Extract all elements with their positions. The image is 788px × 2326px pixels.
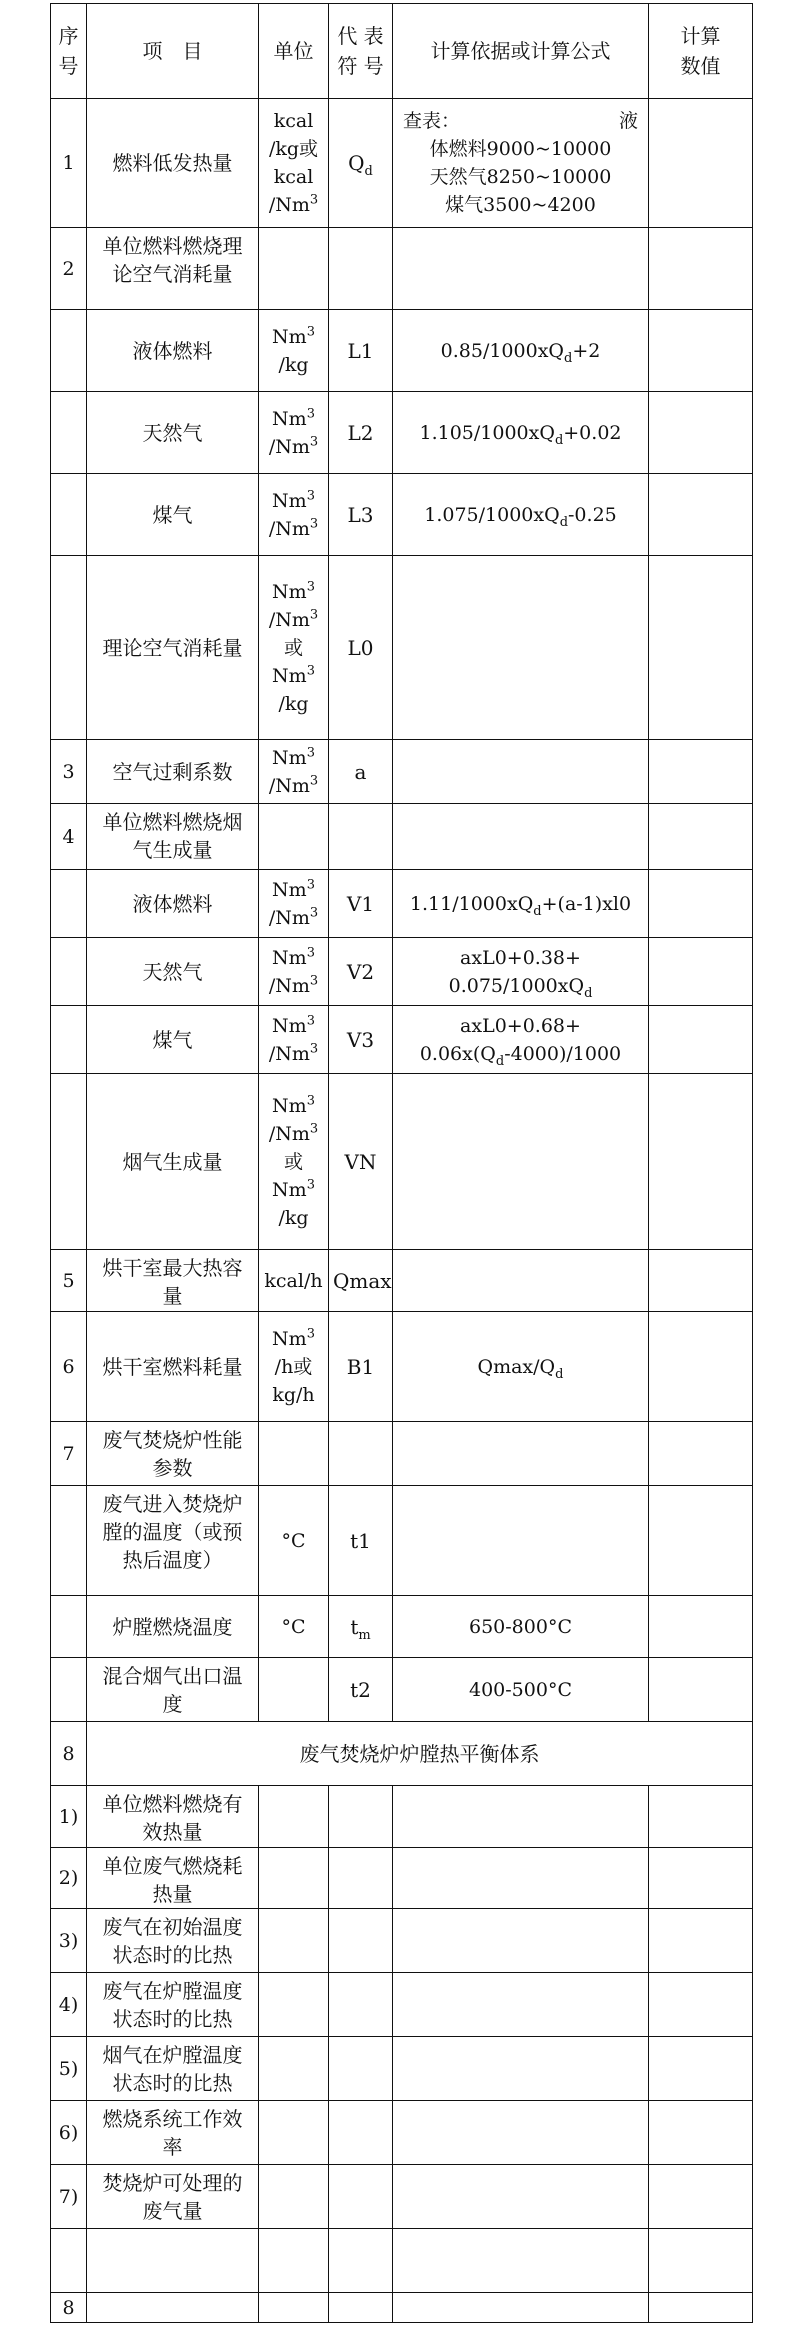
row-value xyxy=(649,1312,753,1422)
row-value xyxy=(649,2101,753,2165)
row-item: 液体燃料 xyxy=(87,870,259,938)
row-item: 单位废气燃烧耗 热量 xyxy=(87,1848,259,1909)
row-value xyxy=(649,1973,753,2037)
row-seq xyxy=(51,556,87,740)
row-seq: 6 xyxy=(51,1312,87,1422)
row-formula: $1.11/1000xQ_d+(a-1)xl0$ xyxy=(393,870,649,938)
header-formula: 计算依据或计算公式 xyxy=(393,4,649,99)
row-seq: 3) xyxy=(51,1909,87,1973)
row-seq xyxy=(51,1658,87,1722)
row-formula xyxy=(393,2037,649,2101)
section-row xyxy=(51,1722,753,1786)
row-symbol: V3 xyxy=(329,1006,393,1074)
row-value xyxy=(649,1848,753,1909)
row-formula xyxy=(393,556,649,740)
row-formula xyxy=(393,1786,649,1848)
row-seq xyxy=(51,2229,87,2293)
row-unit xyxy=(259,1909,329,1973)
row-unit: Nm$^3$ /Nm$^3$ 或 Nm$^3$ /kg xyxy=(259,556,329,740)
row-item: 燃料低发热量 xyxy=(87,99,259,228)
table-row xyxy=(51,938,753,1006)
row-item: 混合烟气出口温 度 xyxy=(87,1658,259,1722)
row-seq: 8 xyxy=(51,2293,87,2323)
row-seq xyxy=(51,938,87,1006)
header-row xyxy=(51,4,753,99)
row-item: 单位燃料燃烧烟 气生成量 xyxy=(87,804,259,870)
row-seq: 1 xyxy=(51,99,87,228)
row-unit: Nm$^3$ /Nm$^3$ 或 Nm$^3$ /kg xyxy=(259,1074,329,1250)
row-symbol xyxy=(329,1786,393,1848)
table-row xyxy=(51,1909,753,1973)
row-unit xyxy=(259,1848,329,1909)
row-symbol: $Q_d$ xyxy=(329,99,393,228)
row-seq xyxy=(51,1486,87,1596)
row-symbol xyxy=(329,1422,393,1486)
table-row xyxy=(51,2037,753,2101)
row-symbol xyxy=(329,1909,393,1973)
row-seq xyxy=(51,1006,87,1074)
row-value xyxy=(649,938,753,1006)
row-value xyxy=(649,1909,753,1973)
row-unit: Nm$^3$ /h或 kg/h xyxy=(259,1312,329,1422)
row-symbol: V2 xyxy=(329,938,393,1006)
table-row xyxy=(51,310,753,392)
row-symbol xyxy=(329,804,393,870)
table-row xyxy=(51,2293,753,2323)
row-item: 焚烧炉可处理的 废气量 xyxy=(87,2165,259,2229)
row-symbol: t2 xyxy=(329,1658,393,1722)
row-seq xyxy=(51,310,87,392)
row-symbol: Qmax xyxy=(329,1250,393,1312)
row-item: 单位燃料燃烧有 效热量 xyxy=(87,1786,259,1848)
row-unit xyxy=(259,2101,329,2165)
row-seq: 4 xyxy=(51,804,87,870)
row-seq: 2 xyxy=(51,228,87,310)
row-item: 烘干室最大热容 量 xyxy=(87,1250,259,1312)
row-seq: 7) xyxy=(51,2165,87,2229)
row-item xyxy=(87,2293,259,2323)
row-value xyxy=(649,2293,753,2323)
row-symbol: L1 xyxy=(329,310,393,392)
row-value xyxy=(649,1006,753,1074)
row-seq xyxy=(51,1596,87,1658)
row-symbol: $t_m$ xyxy=(329,1596,393,1658)
table-row xyxy=(51,228,753,310)
row-unit xyxy=(259,1786,329,1848)
row-formula xyxy=(393,740,649,804)
header-item: 项 目 xyxy=(87,4,259,99)
row-item: 燃烧系统工作效 率 xyxy=(87,2101,259,2165)
row-item: 天然气 xyxy=(87,392,259,474)
row-value xyxy=(649,310,753,392)
header-value: 计算 数值 xyxy=(649,4,753,99)
row-formula: Qmax/$Q_d$ xyxy=(393,1312,649,1422)
row-unit xyxy=(259,2229,329,2293)
row-item: 烘干室燃料耗量 xyxy=(87,1312,259,1422)
row-unit: kcal /kg或 kcal /Nm$^3$ xyxy=(259,99,329,228)
row-formula xyxy=(393,1486,649,1596)
table-row xyxy=(51,1006,753,1074)
row-value xyxy=(649,474,753,556)
table-row xyxy=(51,1786,753,1848)
row-formula xyxy=(393,2101,649,2165)
table-row xyxy=(51,1973,753,2037)
row-item: 液体燃料 xyxy=(87,310,259,392)
row-formula xyxy=(393,1250,649,1312)
row-unit xyxy=(259,1658,329,1722)
table-row xyxy=(51,2101,753,2165)
row-formula xyxy=(393,2165,649,2229)
row-item: 废气在初始温度 状态时的比热 xyxy=(87,1909,259,1973)
row-value xyxy=(649,1786,753,1848)
row-formula xyxy=(393,228,649,310)
row-symbol xyxy=(329,2101,393,2165)
row-symbol: B1 xyxy=(329,1312,393,1422)
section-title: 废气焚烧炉炉膛热平衡体系 xyxy=(87,1722,753,1786)
row-value xyxy=(649,2037,753,2101)
row-symbol: L0 xyxy=(329,556,393,740)
table-row xyxy=(51,1596,753,1658)
row-formula xyxy=(393,1074,649,1250)
table-row xyxy=(51,2165,753,2229)
row-value xyxy=(649,2165,753,2229)
row-seq: 3 xyxy=(51,740,87,804)
row-value xyxy=(649,1422,753,1486)
row-formula: axL0+0.38+ $0.075/1000xQ_d$ xyxy=(393,938,649,1006)
row-unit xyxy=(259,2293,329,2323)
row-formula xyxy=(393,2293,649,2323)
row-symbol xyxy=(329,2037,393,2101)
table-row xyxy=(51,474,753,556)
row-item: 废气进入焚烧炉 膛的温度（或预 热后温度） xyxy=(87,1486,259,1596)
row-formula: $1.105/1000xQ_d+0.02$ xyxy=(393,392,649,474)
row-item: 废气在炉膛温度 状态时的比热 xyxy=(87,1973,259,2037)
row-item: 空气过剩系数 xyxy=(87,740,259,804)
row-unit xyxy=(259,804,329,870)
row-value xyxy=(649,1596,753,1658)
row-symbol xyxy=(329,2165,393,2229)
row-value xyxy=(649,1486,753,1596)
row-unit: °C xyxy=(259,1596,329,1658)
row-value xyxy=(649,99,753,228)
row-value xyxy=(649,392,753,474)
row-symbol: L3 xyxy=(329,474,393,556)
row-symbol xyxy=(329,1848,393,1909)
row-formula: $0.85/1000xQ_d+2$ xyxy=(393,310,649,392)
table-row xyxy=(51,870,753,938)
table-row xyxy=(51,1658,753,1722)
row-value xyxy=(649,2229,753,2293)
row-symbol xyxy=(329,1973,393,2037)
row-value xyxy=(649,228,753,310)
row-unit xyxy=(259,2165,329,2229)
row-unit: Nm$^3$ /Nm$^3$ xyxy=(259,938,329,1006)
row-formula xyxy=(393,1909,649,1973)
row-symbol: a xyxy=(329,740,393,804)
row-unit: Nm$^3$ /Nm$^3$ xyxy=(259,740,329,804)
row-symbol xyxy=(329,2229,393,2293)
row-item: 烟气在炉膛温度 状态时的比热 xyxy=(87,2037,259,2101)
table-row xyxy=(51,740,753,804)
row-seq xyxy=(51,1074,87,1250)
row-unit xyxy=(259,2037,329,2101)
row-seq xyxy=(51,474,87,556)
row-unit: Nm$^3$ /Nm$^3$ xyxy=(259,392,329,474)
row-seq: 8 xyxy=(51,1722,87,1786)
row-item: 炉膛燃烧温度 xyxy=(87,1596,259,1658)
row-seq xyxy=(51,392,87,474)
table-row xyxy=(51,1074,753,1250)
row-symbol: t1 xyxy=(329,1486,393,1596)
row-seq: 1) xyxy=(51,1786,87,1848)
table-row xyxy=(51,804,753,870)
row-seq: 7 xyxy=(51,1422,87,1486)
row-value xyxy=(649,556,753,740)
header-unit: 单位 xyxy=(259,4,329,99)
row-formula: 查表： 液 体燃料9000~10000 天然气8250~10000 煤气3500~4200 xyxy=(393,99,649,228)
row-item xyxy=(87,2229,259,2293)
row-symbol: V1 xyxy=(329,870,393,938)
row-formula: 400-500°C xyxy=(393,1658,649,1722)
row-seq: 6) xyxy=(51,2101,87,2165)
row-value xyxy=(649,1250,753,1312)
table-row xyxy=(51,1848,753,1909)
row-formula xyxy=(393,1422,649,1486)
table-row xyxy=(51,392,753,474)
table-row xyxy=(51,1312,753,1422)
row-unit: Nm$^3$ /Nm$^3$ xyxy=(259,1006,329,1074)
row-formula xyxy=(393,2229,649,2293)
row-seq: 5) xyxy=(51,2037,87,2101)
row-formula: axL0+0.68+ $0.06x(Q_d-4000)/1000$ xyxy=(393,1006,649,1074)
table-row xyxy=(51,99,753,228)
row-formula xyxy=(393,1973,649,2037)
row-seq xyxy=(51,870,87,938)
row-item: 理论空气消耗量 xyxy=(87,556,259,740)
row-formula: 650-800°C xyxy=(393,1596,649,1658)
row-value xyxy=(649,804,753,870)
row-unit: Nm$^3$ /Nm$^3$ xyxy=(259,870,329,938)
table-row xyxy=(51,1250,753,1312)
row-item: 煤气 xyxy=(87,1006,259,1074)
row-item: 天然气 xyxy=(87,938,259,1006)
row-symbol xyxy=(329,228,393,310)
row-item: 单位燃料燃烧理 论空气消耗量 xyxy=(87,228,259,310)
row-item: 烟气生成量 xyxy=(87,1074,259,1250)
row-formula: $1.075/1000xQ_d-0.25$ xyxy=(393,474,649,556)
row-seq: 2) xyxy=(51,1848,87,1909)
row-unit: Nm$^3$ /Nm$^3$ xyxy=(259,474,329,556)
row-value xyxy=(649,870,753,938)
table-row xyxy=(51,1422,753,1486)
row-value xyxy=(649,1074,753,1250)
row-unit: kcal/h xyxy=(259,1250,329,1312)
row-formula xyxy=(393,1848,649,1909)
row-value xyxy=(649,740,753,804)
row-seq: 4) xyxy=(51,1973,87,2037)
row-unit: Nm$^3$ /kg xyxy=(259,310,329,392)
row-unit xyxy=(259,228,329,310)
row-unit: °C xyxy=(259,1486,329,1596)
header-symbol: 代 表 符 号 xyxy=(329,4,393,99)
table-row xyxy=(51,556,753,740)
row-item: 煤气 xyxy=(87,474,259,556)
table-row xyxy=(51,1486,753,1596)
row-item: 废气焚烧炉性能 参数 xyxy=(87,1422,259,1486)
row-symbol: L2 xyxy=(329,392,393,474)
row-value xyxy=(649,1658,753,1722)
row-unit xyxy=(259,1973,329,2037)
row-seq: 5 xyxy=(51,1250,87,1312)
row-unit xyxy=(259,1422,329,1486)
empty-row xyxy=(51,2229,753,2293)
row-symbol: VN xyxy=(329,1074,393,1250)
row-symbol xyxy=(329,2293,393,2323)
calculation-table xyxy=(50,3,753,2323)
row-formula xyxy=(393,804,649,870)
header-seq: 序 号 xyxy=(51,4,87,99)
